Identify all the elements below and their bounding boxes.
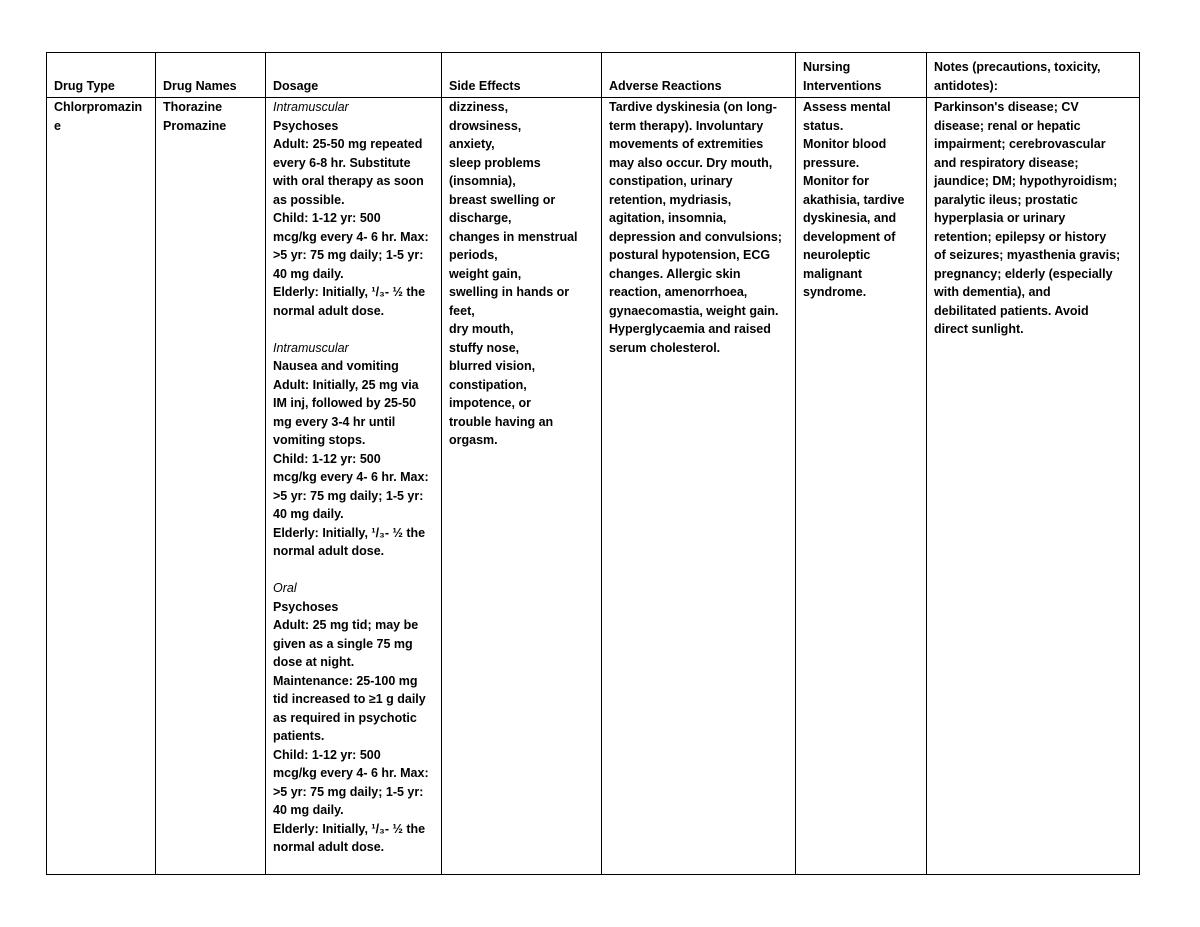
dosage-line: given as a single 75 mg [273, 636, 413, 651]
dosage-line: mcg/kg every 4- 6 hr. Max: [273, 229, 429, 244]
dosage-line: every 6-8 hr. Substitute [273, 155, 411, 170]
cell-line: Promazine [163, 118, 227, 133]
dosage-line: 40 mg daily. [273, 507, 344, 521]
cell-line: Monitor for [803, 174, 869, 188]
cell-line: gynaecomastia, weight gain. [609, 303, 779, 318]
cell-line: constipation, [449, 377, 527, 392]
cell-line: sleep problems [449, 155, 541, 170]
dosage-line: normal adult dose. [273, 303, 385, 318]
cell-line: movements of extremities [609, 137, 764, 151]
cell-line: Chlorpromazin [54, 100, 143, 114]
dosage-route: Intramuscular [273, 340, 349, 355]
cell-line: changes in menstrual [449, 229, 578, 244]
header-row [47, 53, 1140, 98]
dosage-line: Child: 1-12 yr: 500 [273, 747, 381, 762]
cell-line: may also occur. Dry mouth, [609, 155, 773, 170]
cell-line: breast swelling or [449, 192, 556, 207]
cell-line: retention; epilepsy or history [934, 229, 1107, 244]
cell-line: agitation, insomnia, [609, 211, 727, 225]
dosage-line: Elderly: Initially, ¹/₃- ½ the [273, 525, 426, 540]
header-drug-names: Drug Names [156, 53, 266, 98]
dosage-line: 40 mg daily. [273, 803, 344, 817]
cell-line: periods, [449, 248, 498, 262]
cell-line: term therapy). Involuntary [609, 118, 764, 133]
cell-line: Parkinson's disease; CV [934, 100, 1079, 114]
cell-line: direct sunlight. [934, 322, 1024, 336]
dosage-line: vomiting stops. [273, 433, 366, 447]
dosage-line: normal adult dose. [273, 840, 385, 854]
cell-line: neuroleptic [803, 248, 871, 262]
cell-line: Monitor blood [803, 137, 887, 151]
cell-line: (insomnia), [449, 174, 516, 188]
cell-line: pregnancy; elderly (especially [934, 266, 1113, 281]
dosage-line: Elderly: Initially, ¹/₃- ½ the [273, 285, 426, 299]
dosage-route: Intramuscular [273, 100, 349, 114]
cell-line: development of [803, 229, 896, 244]
dosage-line: Maintenance: 25-100 mg [273, 673, 418, 688]
cell-nursing-interventions [796, 98, 927, 875]
cell-line: impotence, or [449, 396, 531, 410]
dosage-line: mcg/kg every 4- 6 hr. Max: [273, 766, 429, 780]
cell-drug-names [156, 98, 266, 875]
cell-line: postural hypotension, ECG [609, 248, 771, 262]
cell-line: discharge, [449, 211, 512, 225]
dosage-line: mcg/kg every 4- 6 hr. Max: [273, 470, 429, 484]
cell-line: Thorazine [163, 100, 223, 114]
table-row [47, 98, 1140, 875]
cell-line: reaction, amenorrhoea, [609, 285, 748, 299]
dosage-line: with oral therapy as soon [273, 174, 424, 188]
header-drug-type: Drug Type [47, 53, 156, 98]
dosage-spacer [273, 561, 435, 580]
cell-dosage [266, 98, 442, 875]
cell-line: disease; renal or hepatic [934, 118, 1081, 133]
dosage-line: as possible. [273, 192, 345, 207]
cell-line: drowsiness, [449, 118, 522, 133]
cell-line: swelling in hands or [449, 285, 570, 299]
cell-line: paralytic ileus; prostatic [934, 192, 1078, 207]
dosage-spacer [273, 320, 435, 339]
cell-line: depression and convulsions; [609, 229, 782, 244]
dosage-line: 40 mg daily. [273, 266, 344, 281]
cell-line: jaundice; DM; hypothyroidism; [934, 174, 1118, 188]
dosage-line: tid increased to ≥1 g daily [273, 692, 426, 706]
cell-line: debilitated patients. Avoid [934, 303, 1089, 318]
dosage-line: normal adult dose. [273, 544, 385, 558]
dosage-line: Elderly: Initially, ¹/₃- ½ the [273, 821, 426, 836]
dosage-line: Psychoses [273, 118, 339, 133]
dosage-line: Adult: 25-50 mg repeated [273, 137, 423, 151]
cell-side-effects [442, 98, 602, 875]
cell-line: stuffy nose, [449, 340, 520, 355]
header-notes: Notes (precautions, toxicity, antidotes): [927, 53, 1140, 98]
cell-drug-type [47, 98, 156, 875]
cell-line: dizziness, [449, 100, 509, 114]
cell-line: of seizures; myasthenia gravis; [934, 248, 1121, 262]
cell-notes [927, 98, 1140, 875]
drug-table [46, 52, 1140, 875]
cell-line: serum cholesterol. [609, 340, 721, 355]
dosage-line: IM inj, followed by 25-50 [273, 396, 417, 410]
cell-line: hyperplasia or urinary [934, 211, 1066, 225]
dosage-line: dose at night. [273, 655, 355, 669]
cell-line: with dementia), and [934, 285, 1051, 299]
cell-line: syndrome. [803, 285, 867, 299]
cell-line: status. [803, 118, 844, 133]
cell-line: malignant [803, 266, 863, 281]
dosage-line: mg every 3-4 hr until [273, 414, 396, 429]
header-dosage: Dosage [266, 53, 442, 98]
dosage-line: Adult: Initially, 25 mg via [273, 377, 419, 392]
dosage-line: Child: 1-12 yr: 500 [273, 451, 381, 466]
cell-line: dry mouth, [449, 322, 514, 336]
cell-line: and respiratory disease; [934, 155, 1079, 170]
cell-line: trouble having an [449, 414, 554, 429]
cell-line: blurred vision, [449, 359, 536, 373]
cell-line: Assess mental [803, 100, 891, 114]
cell-adverse-reactions [602, 98, 796, 875]
cell-line: Hyperglycaemia and raised [609, 322, 771, 336]
dosage-line: Psychoses [273, 599, 339, 614]
dosage-line: Nausea and vomiting [273, 359, 399, 373]
dosage-route: Oral [273, 581, 297, 595]
cell-line: constipation, urinary [609, 174, 733, 188]
cell-line: Tardive dyskinesia (on long- [609, 100, 777, 114]
cell-line: anxiety, [449, 137, 495, 151]
cell-line: weight gain, [449, 266, 522, 281]
dosage-line: >5 yr: 75 mg daily; 1-5 yr: [273, 248, 424, 262]
header-side-effects: Side Effects [442, 53, 602, 98]
cell-line: e [54, 118, 61, 133]
dosage-line: >5 yr: 75 mg daily; 1-5 yr: [273, 488, 424, 503]
cell-line: orgasm. [449, 433, 498, 447]
dosage-line: as required in psychotic [273, 710, 417, 725]
dosage-line: Child: 1-12 yr: 500 [273, 211, 381, 225]
dosage-line: Adult: 25 mg tid; may be [273, 618, 419, 632]
dosage-line: >5 yr: 75 mg daily; 1-5 yr: [273, 784, 424, 799]
header-nursing-interventions: Nursing Interventions [796, 53, 927, 98]
cell-line: retention, mydriasis, [609, 192, 732, 207]
cell-line: changes. Allergic skin [609, 266, 741, 281]
dosage-line: patients. [273, 729, 325, 743]
cell-line: feet, [449, 303, 475, 318]
cell-line: impairment; cerebrovascular [934, 137, 1106, 151]
cell-line: akathisia, tardive [803, 192, 905, 207]
header-adverse-reactions: Adverse Reactions [602, 53, 796, 98]
cell-line: pressure. [803, 155, 860, 170]
cell-line: dyskinesia, and [803, 211, 897, 225]
